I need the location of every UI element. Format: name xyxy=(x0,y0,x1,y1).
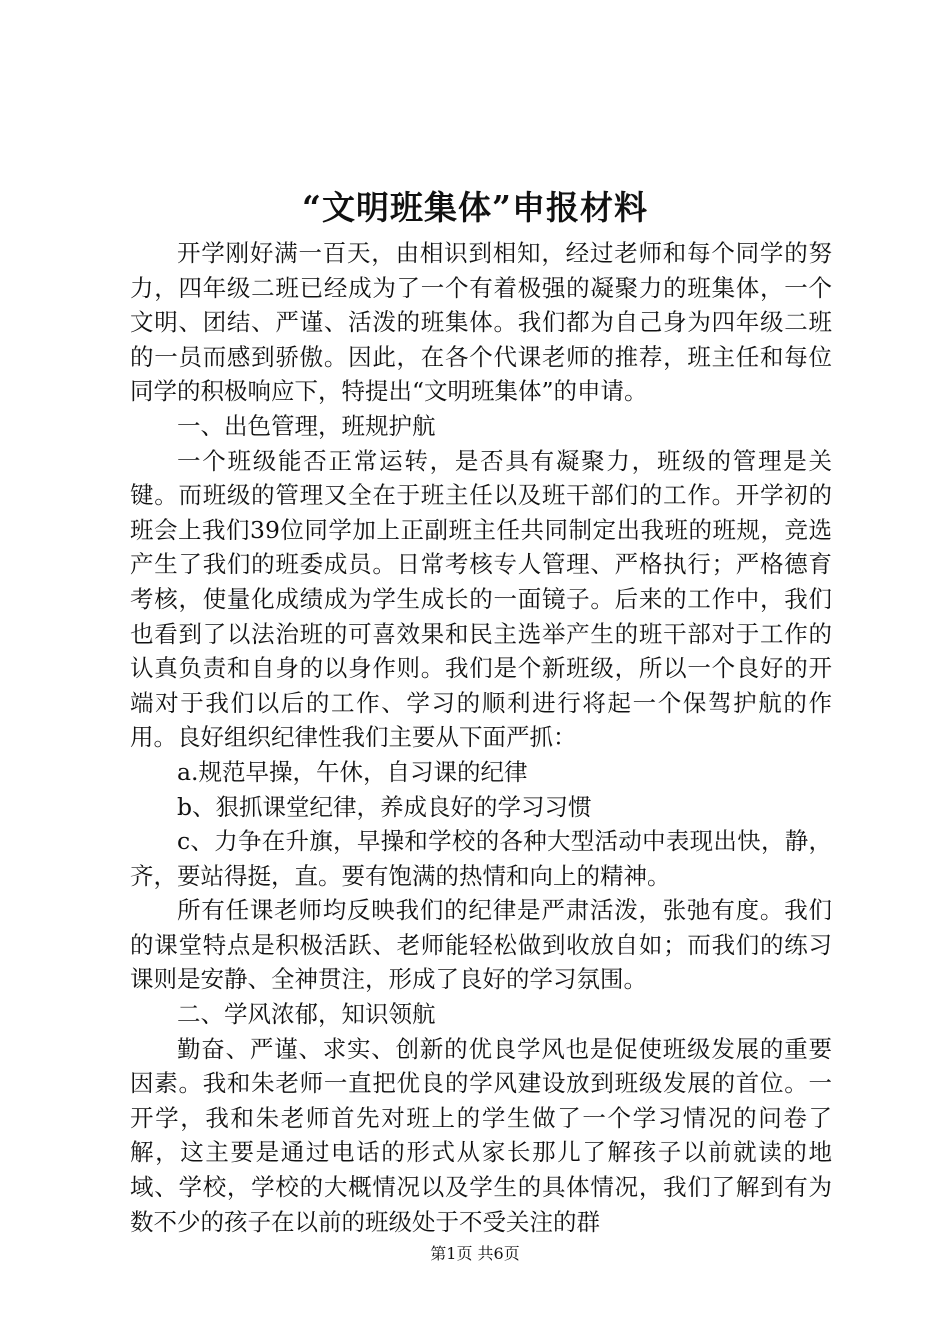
paragraph: 开学刚好满一百天，由相识到相知，经过老师和每个同学的努力，四年级二班已经成为了一个有着极强的凝聚力的班集体，一个文明、团结、严谨、活泼的班集体。我们都为自己身为四年级二班的一员而感到骄傲。因此，在各个代课老师的推荐，班主任和每位同学的积极响应下，特提出“文明班集体”的申请。 xyxy=(130,239,832,406)
paragraph: 所有任课老师均反映我们的纪律是严肃活泼，张弛有度。我们的课堂特点是积极活跃、老师能轻松做到收放自如；而我们的练习课则是安静、全神贯注，形成了良好的学习氛围。 xyxy=(130,896,832,994)
list-item: a.规范早操，午休，自习课的纪律 xyxy=(177,757,528,786)
paragraph: 勤奋、严谨、求实、创新的优良学风也是促使班级发展的重要因素。我和朱老师一直把优良的学风建设放到班级发展的首位。一开学，我和朱老师首先对班上的学生做了一个学习情况的问卷了解，这主要是通过电话的形式从家长那儿了解孩子以前就读的地域、学校，学校的大概情况以及学生的具体情况，我们了解到有为数不少的孩子在以前的班级处于不受关注的群 xyxy=(130,1034,832,1236)
document-body xyxy=(130,236,832,1239)
list-item: c、力争在升旗，早操和学校的各种大型活动中表现出快，静，齐，要站得挺，直。要有饱满的热情和向上的精神。 xyxy=(130,827,832,890)
section-heading: 一、出色管理，班规护航 xyxy=(177,411,436,440)
page-footer: 第1页 共6页 xyxy=(430,1244,520,1263)
document-title: “文明班集体”申报材料 xyxy=(302,188,648,227)
list-item: b、狠抓课堂纪律，养成良好的学习习惯 xyxy=(177,792,592,821)
section-heading: 二、学风浓郁，知识领航 xyxy=(177,1000,436,1029)
paragraph: 一个班级能否正常运转，是否具有凝聚力，班级的管理是关键。而班级的管理又全在于班主任以及班干部们的工作。开学初的班会上我们39位同学加上正副班主任共同制定出我班的班规，竞选产生了我们的班委成员。日常考核专人管理、严格执行；严格德育考核，使量化成绩成为学生成长的一面镜子。后来的工作中，我们也看到了以法治班的可喜效果和民主选举产生的班干部对于工作的认真负责和自身的以身作则。我们是个新班级，所以一个良好的开端对于我们以后的工作、学习的顺利进行将起一个保驾护航的作用。良好组织纪律性我们主要从下面严抓： xyxy=(130,446,832,752)
